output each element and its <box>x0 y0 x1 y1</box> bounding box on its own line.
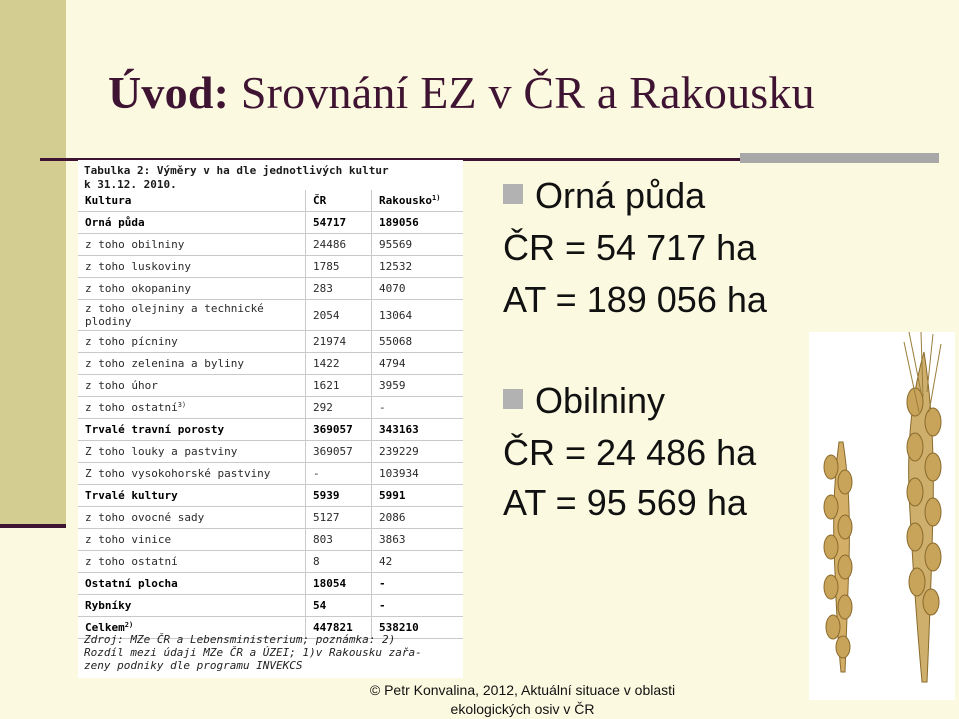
left-decor-line <box>0 524 66 528</box>
cell-kultura: z toho ovocné sady <box>78 507 306 529</box>
cell-rakousko: 4070 <box>372 278 464 300</box>
cell-cr: 1422 <box>306 353 372 375</box>
title-rule-accent <box>740 153 939 163</box>
table-row <box>78 256 463 278</box>
cell-cr: 2054 <box>306 300 372 331</box>
bullet-obilniny-cr: ČR = 24 486 ha <box>503 432 757 473</box>
cell-kultura: z toho pícniny <box>78 331 306 353</box>
table-row <box>78 397 463 419</box>
cell-cr: 1785 <box>306 256 372 278</box>
table-row <box>78 419 463 441</box>
cell-cr: 5939 <box>306 485 372 507</box>
table-row <box>78 278 463 300</box>
table-row <box>78 485 463 507</box>
table-row <box>78 463 463 485</box>
square-bullet-icon <box>503 184 523 204</box>
cell-rakousko: 12532 <box>372 256 464 278</box>
wheat-ears-image <box>809 332 955 700</box>
cell-cr: 447821 <box>306 617 372 639</box>
cell-kultura: z toho zelenina a byliny <box>78 353 306 375</box>
cell-rakousko: 5991 <box>372 485 464 507</box>
table-row <box>78 331 463 353</box>
table-header-row <box>78 190 463 212</box>
bullet-obilniny-at: AT = 95 569 ha <box>503 482 747 523</box>
table-row <box>78 529 463 551</box>
table-row <box>78 573 463 595</box>
header-cr: ČR <box>306 190 372 212</box>
cell-kultura: Rybníky <box>78 595 306 617</box>
table-row <box>78 595 463 617</box>
cell-cr: - <box>306 463 372 485</box>
table-row <box>78 234 463 256</box>
cell-kultura: Trvalé kultury <box>78 485 306 507</box>
table-row <box>78 507 463 529</box>
bullet-orna-at: AT = 189 056 ha <box>503 279 767 320</box>
table-row <box>78 441 463 463</box>
footer-credit <box>365 681 680 719</box>
cell-rakousko: 103934 <box>372 463 464 485</box>
cell-kultura: z toho luskoviny <box>78 256 306 278</box>
cell-cr: 292 <box>306 397 372 419</box>
cell-kultura: z toho úhor <box>78 375 306 397</box>
cell-rakousko: - <box>372 573 464 595</box>
cell-rakousko: 2086 <box>372 507 464 529</box>
cell-cr: 803 <box>306 529 372 551</box>
cell-kultura: z toho ostatní$^{3)}$ <box>78 397 306 419</box>
cell-kultura: Celkem$^{2)}$ <box>78 617 306 639</box>
cell-kultura: Z toho vysokohorské pastviny <box>78 463 306 485</box>
cell-rakousko: 42 <box>372 551 464 573</box>
cell-rakousko: 239229 <box>372 441 464 463</box>
table-row <box>78 300 463 331</box>
slide-title: Úvod: Srovnání EZ v ČR a Rakousku <box>108 67 815 118</box>
cell-rakousko: 4794 <box>372 353 464 375</box>
cell-kultura: Trvalé travní porosty <box>78 419 306 441</box>
header-kultura: Kultura <box>78 190 306 212</box>
table-row <box>78 353 463 375</box>
bullet-orna-cr: ČR = 54 717 ha <box>503 227 757 268</box>
cell-kultura: Z toho louky a pastviny <box>78 441 306 463</box>
cell-rakousko: 189056 <box>372 212 464 234</box>
cell-rakousko: 3959 <box>372 375 464 397</box>
cell-cr: 369057 <box>306 419 372 441</box>
cell-kultura: z toho okopaniny <box>78 278 306 300</box>
table-row <box>78 212 463 234</box>
cell-rakousko: 3863 <box>372 529 464 551</box>
cell-cr: 54 <box>306 595 372 617</box>
bullet-orna-puda: Orná půda <box>503 175 705 217</box>
table-caption: Tabulka 2: Výměry v ha dle jednotlivých kultur k 31.12. 2010. <box>84 164 389 191</box>
land-use-table <box>78 190 463 639</box>
table-source-note: Zdroj: MZe ČR a Lebensministerium; poznámka: 2) Rozdíl mezi údaji MZe ČR a ÚZEI; 1)v Rakousku zařa- zeny podniky dle programu INVEKCS <box>84 633 422 672</box>
bullet-obilniny: Obilniny <box>503 380 665 422</box>
cell-kultura: Orná půda <box>78 212 306 234</box>
cell-cr: 54717 <box>306 212 372 234</box>
cell-cr: 18054 <box>306 573 372 595</box>
cell-cr: 21974 <box>306 331 372 353</box>
land-use-table-image <box>78 160 463 678</box>
cell-kultura: Ostatní plocha <box>78 573 306 595</box>
cell-rakousko: 95569 <box>372 234 464 256</box>
cell-cr: 24486 <box>306 234 372 256</box>
cell-rakousko: 538210 <box>372 617 464 639</box>
cell-kultura: z toho vinice <box>78 529 306 551</box>
cell-rakousko: 343163 <box>372 419 464 441</box>
cell-rakousko: 55068 <box>372 331 464 353</box>
cell-kultura: z toho olejniny a technické plodiny <box>78 300 306 331</box>
square-bullet-icon <box>503 389 523 409</box>
cell-cr: 369057 <box>306 441 372 463</box>
cell-cr: 8 <box>306 551 372 573</box>
cell-cr: 5127 <box>306 507 372 529</box>
left-decor-band <box>0 0 66 527</box>
cell-kultura: z toho obilniny <box>78 234 306 256</box>
footer-line-2: ekologických osiv v ČR <box>450 701 595 717</box>
table-row <box>78 375 463 397</box>
cell-rakousko: - <box>372 595 464 617</box>
cell-kultura: z toho ostatní <box>78 551 306 573</box>
cell-rakousko: - <box>372 397 464 419</box>
header-rakousko: Rakousko$^{1)}$ <box>372 190 464 212</box>
footer-line-1: © Petr Konvalina, 2012, Aktuální situace v oblasti <box>369 682 676 698</box>
cell-rakousko: 13064 <box>372 300 464 331</box>
cell-cr: 1621 <box>306 375 372 397</box>
cell-cr: 283 <box>306 278 372 300</box>
table-row <box>78 551 463 573</box>
